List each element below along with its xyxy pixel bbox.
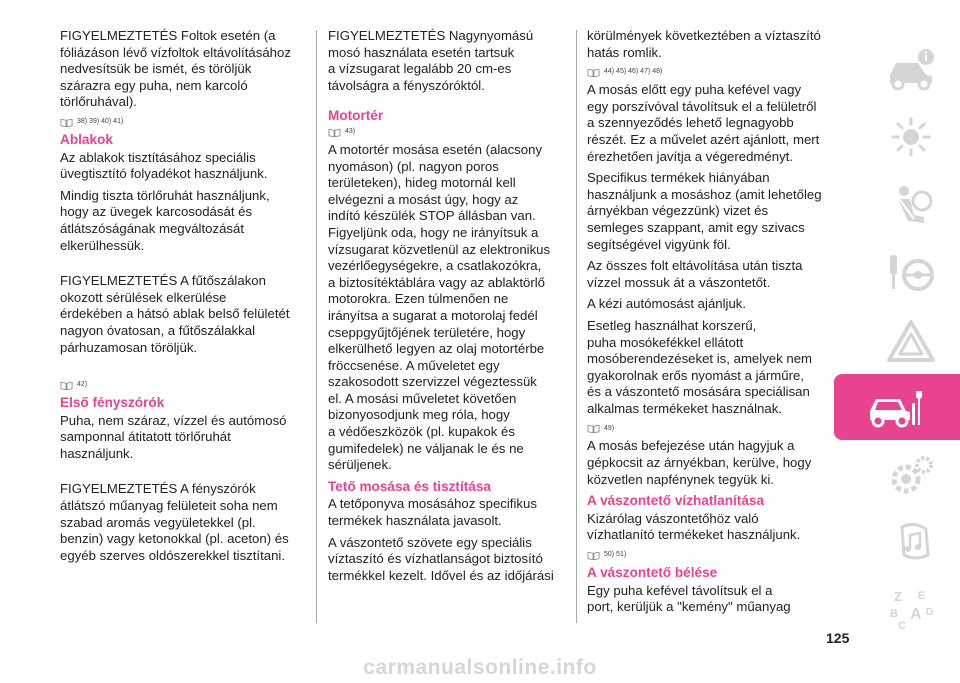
refs-text: 50) 51) bbox=[604, 551, 627, 559]
paragraph: A tetőponyva mosásához specifikus termékek használata javasolt. bbox=[328, 496, 537, 529]
tab-specs[interactable] bbox=[862, 444, 960, 510]
paragraph: Egy puha kefével távolítsuk el a port, kerüljük a "kemény" műanyag bbox=[587, 582, 791, 615]
paragraph: A mosás befejezése után hagyjuk a gépkocsit az árnyékban, kerülve, hogy közvetlen napfénynek tegyük ki. bbox=[587, 438, 812, 487]
section-heading-engine: Motortér bbox=[328, 108, 384, 124]
seatbelt-airbag-icon bbox=[884, 181, 938, 229]
book-icon bbox=[328, 127, 341, 138]
index-letters-icon bbox=[884, 585, 938, 633]
refs-text: 44) 45) 46) 47) 48) bbox=[604, 68, 663, 76]
paragraph: FIGYELMEZTETÉS Foltok esetén (a fóliázáson lévő vízfoltok eltávolításához nedvesítsük be ismét, és töröljük szárazra egy puha, nem karcoló törlőruhával). bbox=[60, 28, 291, 110]
key-steering-icon bbox=[884, 249, 938, 297]
svg-text:E: E bbox=[918, 590, 926, 602]
warning-refs bbox=[587, 549, 833, 562]
car-wrench-icon bbox=[866, 383, 928, 431]
svg-text:A: A bbox=[910, 606, 922, 623]
paragraph: Specifikus termékek hiányában használjunk a mosáshoz (amit lehetőleg árnyékban végezzünk) vizet és semleges szappant, amit egy szivacs segítségével vigyünk föl. bbox=[587, 170, 822, 252]
book-icon bbox=[587, 67, 600, 78]
book-icon bbox=[60, 380, 73, 391]
section-heading-waterproofing: A vászontető vízhatlanítása bbox=[587, 493, 765, 509]
column-divider bbox=[576, 30, 577, 623]
warning-paragraph: FIGYELMEZTETÉS Nagynyomású mosó használata esetén tartsuk a vízsugarat legalább 20 cm-es távolságra a fényszóróktól. bbox=[328, 28, 534, 93]
warning-paragraph: FIGYELMEZTETÉS A fűtőszálakon okozott sérülések elkerülése érdekében a hátsó ablak belső felületét nagyon óvatosan, a fűtőszálakkal párhuzamosan töröljük. bbox=[60, 273, 290, 355]
book-icon bbox=[587, 423, 600, 434]
paragraph: A mosás előtt egy puha kefével vagy egy porszívóval távolítsuk el a felületről a szennyeződés lehető legnagyobb részét. Ez a művelet azért ajánlott, mert érezhetően javítja a végeredményt. bbox=[587, 82, 820, 164]
paragraph: Puha, nem száraz, vízzel és autómosó samponnal átitatott törlőruhát használjunk. bbox=[60, 412, 287, 461]
section-heading-lining: A vászontető bélése bbox=[587, 565, 718, 581]
svg-text:C: C bbox=[898, 620, 906, 632]
text-column-2 bbox=[328, 28, 574, 589]
paragraph: Az összes folt eltávolítása után tiszta vízzel mossuk át a vászontetőt. bbox=[587, 258, 803, 290]
svg-text:Z: Z bbox=[894, 589, 902, 604]
section-heading-headlights: Első fényszórók bbox=[60, 395, 165, 411]
refs-text: 38) 39) 40) 41) bbox=[77, 118, 124, 126]
dashboard-lights-icon bbox=[884, 113, 938, 161]
refs-text: 49) bbox=[604, 424, 615, 432]
section-heading-windows: Ablakok bbox=[60, 131, 113, 147]
column-divider bbox=[316, 30, 317, 623]
warning-refs bbox=[60, 116, 304, 129]
book-icon bbox=[60, 117, 73, 128]
tab-driving[interactable] bbox=[862, 240, 960, 306]
text-column-1 bbox=[60, 28, 304, 569]
paragraph: körülmények következtében a víztaszító hatás romlik. bbox=[587, 28, 821, 60]
specs-gears-icon bbox=[884, 453, 938, 501]
warning-refs bbox=[587, 66, 833, 79]
refs-text: 43) bbox=[345, 128, 356, 136]
paragraph: Mindig tiszta törlőruhát használjunk, hogy az üvegek karcosodását és átlátszóságának megváltozását elkerülhessük. bbox=[60, 187, 270, 253]
warning-refs bbox=[587, 422, 833, 435]
tab-dashboard[interactable] bbox=[862, 104, 960, 170]
paragraph: A kézi autómosást ajánljuk. bbox=[587, 296, 747, 312]
tab-maintenance[interactable] bbox=[834, 374, 960, 440]
book-icon bbox=[587, 550, 600, 561]
tab-safety[interactable] bbox=[862, 172, 960, 238]
warning-refs bbox=[60, 379, 304, 392]
paragraph: Az ablakok tisztításához speciális üvegtisztító folyadékot használjunk. bbox=[60, 149, 268, 182]
warning-paragraph: FIGYELMEZTETÉS A fényszórók átlátszó műanyag felületeit soha nem szabad aromás vegyületekkel (pl. benzin) vagy ketonokkal (pl. aceton) és egyéb szerves oldószerekkel tisztítani. bbox=[60, 481, 289, 563]
refs-text: 42) bbox=[77, 381, 88, 389]
text-column-3 bbox=[587, 28, 833, 621]
section-heading-roof: Tető mosása és tisztítása bbox=[328, 478, 491, 494]
watermark: carmanualsonline.info bbox=[363, 656, 597, 679]
car-info-icon bbox=[884, 45, 938, 93]
paragraph: Esetleg használhat korszerű, puha mosókefékkel ellátott mosóberendezéseket is, amelyek nem gyakorolnak erős nyomást a járműre, és a vászontető mosására speciálisan alkalmas termékeket használnak. bbox=[587, 317, 813, 416]
svg-text:B: B bbox=[890, 608, 898, 620]
page-number: 125 bbox=[826, 630, 850, 646]
tab-emergency[interactable] bbox=[862, 308, 960, 374]
tab-multimedia[interactable] bbox=[862, 510, 960, 576]
warning-triangle-icon bbox=[884, 317, 938, 365]
tab-index[interactable] bbox=[862, 576, 960, 642]
warning-refs bbox=[328, 126, 574, 139]
tab-car-info[interactable] bbox=[862, 36, 960, 102]
chapter-tabs bbox=[862, 0, 960, 683]
multimedia-icon bbox=[884, 519, 938, 567]
paragraph: Kizárólag vászontetőhöz való vízhatlanító termékeket használjunk. bbox=[587, 510, 801, 543]
paragraph: A motortér mosása esetén (alacsony nyomáson) (pl. nagyon poros területeken), hideg motornál kell elvégezni a mosást úgy, hogy az indító készülék STOP állásban van. Figyeljünk oda, hogy ne irányítsuk a vízsugarat közvetlenül az elektronikus vezérlőegységekre, a csatlakozókra, a biztosítéktáblára vagy az ablaktörlő motorokra. Ezen túlmenően ne irányítsa a sugarat a motorolaj fedél cseppgyűjtőjének területére, hogy elkerülhető legyen az olaj motortérbe fröccsenése. A műveletet egy szakosodott szervizzel végeztessük el. A mosási műveletet követően bizonyosodjunk meg róla, hogy a védőeszközök (pl. kupakok és gumifedelek) ne váljanak le és ne sérüljenek. bbox=[328, 141, 551, 473]
svg-text:D: D bbox=[926, 607, 934, 618]
paragraph: A vászontető szövete egy speciális víztaszító és vízhatlanságot biztosító termékkel kezelt. Idővel és az időjárási bbox=[328, 534, 554, 583]
